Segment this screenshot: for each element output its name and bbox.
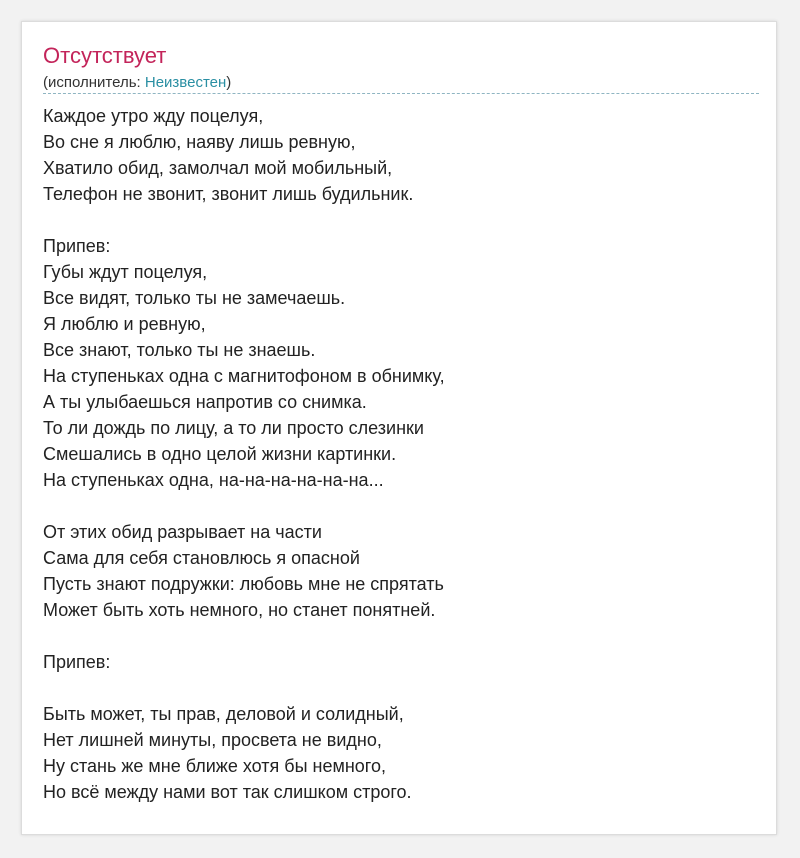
artist-line bbox=[43, 73, 231, 93]
lyric-line: Пусть знают подружки: любовь мне не спрятать bbox=[43, 574, 444, 594]
lyric-line: Припев: bbox=[43, 652, 111, 672]
lyric-line: Губы ждут поцелуя, bbox=[43, 262, 208, 282]
lyric-line: Смешались в одно целой жизни картинки. bbox=[43, 444, 397, 464]
artist-prefix: (исполнитель: bbox=[43, 74, 145, 91]
lyric-line: На ступеньках одна с магнитофоном в обнимку, bbox=[43, 366, 445, 386]
song-title: Отсутствует bbox=[43, 43, 167, 68]
lyric-line: То ли дождь по лицу, а то ли просто слезинки bbox=[43, 418, 424, 438]
lyric-line: Ну стань же мне ближе хотя бы немного, bbox=[43, 756, 386, 776]
lyric-line: Быть может, ты прав, деловой и солидный, bbox=[43, 704, 404, 724]
lyric-line: Телефон не звонит, звонит лишь будильник. bbox=[43, 184, 414, 204]
lyric-line: Сама для себя становлюсь я опасной bbox=[43, 548, 360, 568]
lyric-line: От этих обид разрывает на части bbox=[43, 522, 322, 542]
artist-link[interactable]: Неизвестен bbox=[144, 74, 227, 91]
lyric-line: Нет лишней минуты, просвета не видно, bbox=[43, 730, 382, 750]
lyric-line: Во сне я люблю, наяву лишь ревную, bbox=[43, 132, 356, 152]
lyric-blank-line bbox=[43, 623, 759, 649]
lyric-blank-line bbox=[43, 675, 759, 701]
lyric-line: Я люблю и ревную, bbox=[43, 314, 206, 334]
title-divider bbox=[43, 93, 759, 94]
lyric-line: А ты улыбаешься напротив со снимка. bbox=[43, 392, 367, 412]
lyric-line: Но всё между нами вот так слишком строго. bbox=[43, 782, 412, 802]
lyric-line: Все видят, только ты не замечаешь. bbox=[43, 288, 346, 308]
lyric-line: Каждое утро жду поцелуя, bbox=[43, 106, 264, 126]
lyric-line: Припев: bbox=[43, 236, 111, 256]
lyric-line: Все знают, только ты не знаешь. bbox=[43, 340, 316, 360]
lyric-line: Хватило обид, замолчал мой мобильный, bbox=[43, 158, 393, 178]
lyric-blank-line bbox=[43, 493, 759, 519]
lyric-line: На ступеньках одна, на-на-на-на-на-на... bbox=[43, 470, 384, 490]
lyrics-card bbox=[21, 21, 777, 835]
artist-suffix: ) bbox=[226, 74, 232, 91]
lyric-line: Может быть хоть немного, но станет понятней. bbox=[43, 600, 436, 620]
lyric-blank-line bbox=[43, 207, 759, 233]
lyrics-text bbox=[43, 103, 759, 805]
